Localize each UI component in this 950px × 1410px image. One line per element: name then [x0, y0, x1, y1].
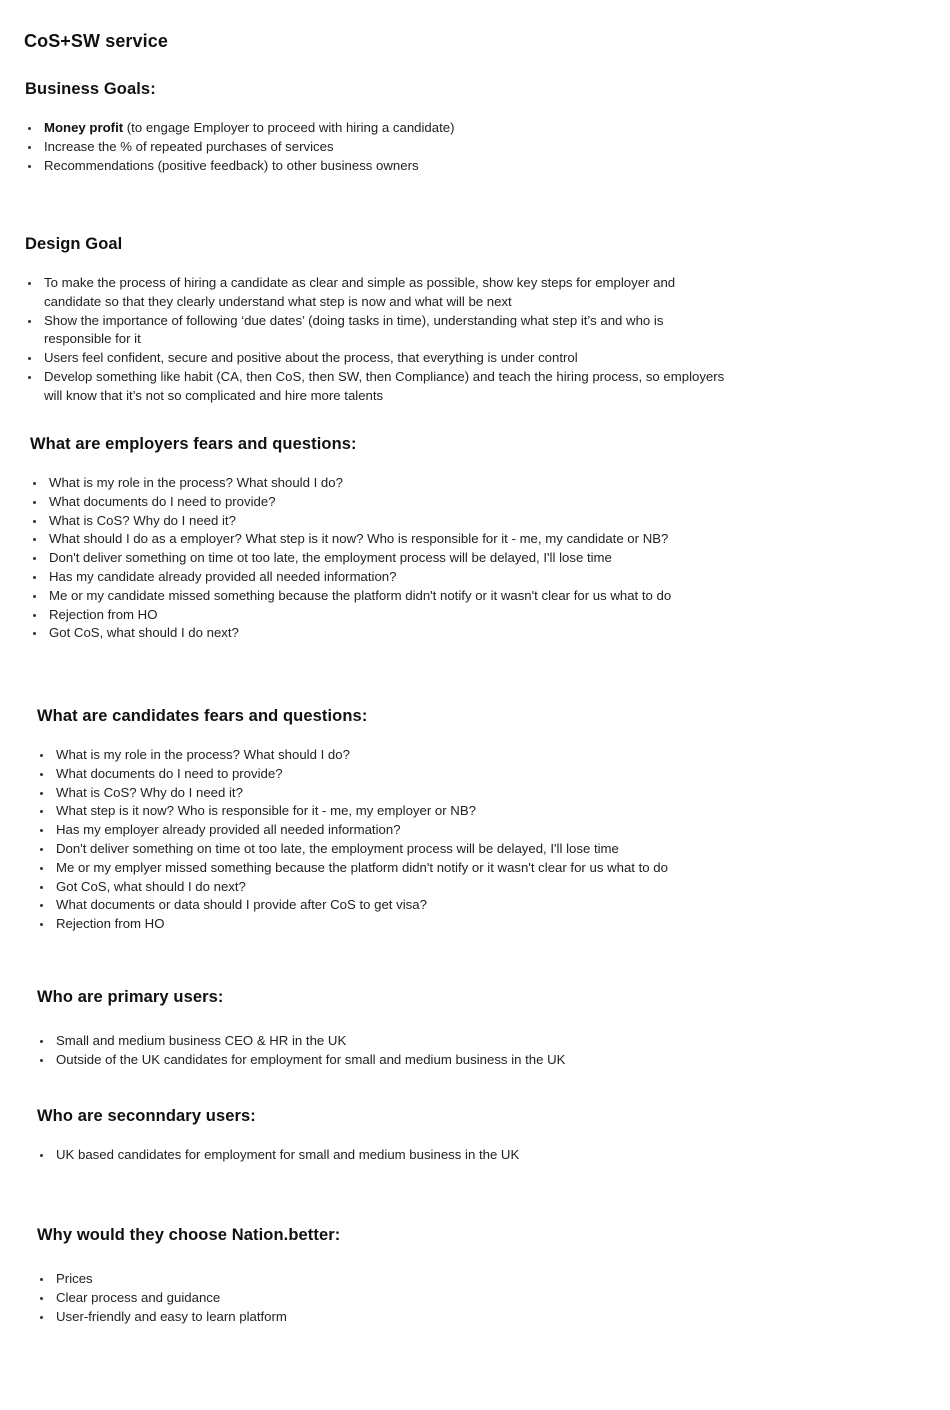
list-item: What step is it now? Who is responsible for it - me, my employer or NB? — [37, 802, 817, 821]
candidates-fears-list — [37, 746, 817, 934]
employers-fears-list — [30, 474, 810, 643]
secondary-users-heading: Who are seconndary users: — [37, 1107, 256, 1125]
business-goals-list — [25, 119, 785, 175]
primary-users-list — [37, 1032, 817, 1070]
list-item: What documents do I need to provide? — [30, 493, 810, 512]
list-item: Recommendations (positive feedback) to other business owners — [25, 157, 785, 176]
list-item: Me or my emplyer missed something because the platform didn't notify or it wasn't clear for us what to do — [37, 859, 817, 878]
list-item: Small and medium business CEO & HR in the UK — [37, 1032, 817, 1051]
page-title: CoS+SW service — [24, 31, 168, 51]
list-item: Users feel confident, secure and positive about the process, that everything is under control — [25, 349, 725, 368]
list-item: To make the process of hiring a candidate as clear and simple as possible, show key steps for employer and candidate so that they clearly understand what step is now and what will be next — [25, 274, 725, 312]
list-item — [25, 119, 785, 138]
list-item: What documents or data should I provide after CoS to get visa? — [37, 896, 817, 915]
list-item: What is my role in the process? What should I do? — [30, 474, 810, 493]
design-goal-list — [25, 274, 725, 406]
list-item: Show the importance of following ‘due dates’ (doing tasks in time), understanding what step it’s and who is responsible for it — [25, 312, 725, 350]
money-profit-text: (to engage Employer to proceed with hiring a candidate) — [123, 120, 455, 135]
list-item: Me or my candidate missed something because the platform didn't notify or it wasn't clear for us what to do — [30, 587, 810, 606]
list-item: User-friendly and easy to learn platform — [37, 1308, 817, 1327]
business-goals-heading: Business Goals: — [25, 80, 156, 98]
list-item: Prices — [37, 1270, 817, 1289]
candidates-fears-heading: What are candidates fears and questions: — [37, 707, 368, 725]
list-item: What is my role in the process? What should I do? — [37, 746, 817, 765]
why-choose-list — [37, 1270, 817, 1326]
secondary-users-list — [37, 1146, 817, 1165]
list-item: What documents do I need to provide? — [37, 765, 817, 784]
list-item: What should I do as a employer? What step is it now? Who is responsible for it - me, my candidate or NB? — [30, 530, 810, 549]
list-item: Got CoS, what should I do next? — [37, 878, 817, 897]
list-item: Clear process and guidance — [37, 1289, 817, 1308]
list-item: Rejection from HO — [30, 606, 810, 625]
list-item: Outside of the UK candidates for employment for small and medium business in the UK — [37, 1051, 817, 1070]
list-item: Rejection from HO — [37, 915, 817, 934]
list-item: Has my candidate already provided all needed information? — [30, 568, 810, 587]
list-item: Develop something like habit (CA, then CoS, then SW, then Compliance) and teach the hiring process, so employers will know that it’s not so complicated and hire more talents — [25, 368, 725, 406]
design-goal-heading: Design Goal — [25, 235, 123, 253]
primary-users-heading: Who are primary users: — [37, 988, 224, 1006]
list-item: Got CoS, what should I do next? — [30, 624, 810, 643]
list-item: Has my employer already provided all needed information? — [37, 821, 817, 840]
why-choose-heading: Why would they choose Nation.better: — [37, 1226, 341, 1244]
list-item: Increase the % of repeated purchases of services — [25, 138, 785, 157]
employers-fears-heading: What are employers fears and questions: — [30, 435, 357, 453]
list-item: Don't deliver something on time ot too late, the employment process will be delayed, I'll lose time — [37, 840, 817, 859]
list-item: What is CoS? Why do I need it? — [30, 512, 810, 531]
list-item: Don't deliver something on time ot too late, the employment process will be delayed, I'll lose time — [30, 549, 810, 568]
list-item: What is CoS? Why do I need it? — [37, 784, 817, 803]
list-item: UK based candidates for employment for small and medium business in the UK — [37, 1146, 817, 1165]
money-profit-label: Money profit — [44, 120, 124, 135]
